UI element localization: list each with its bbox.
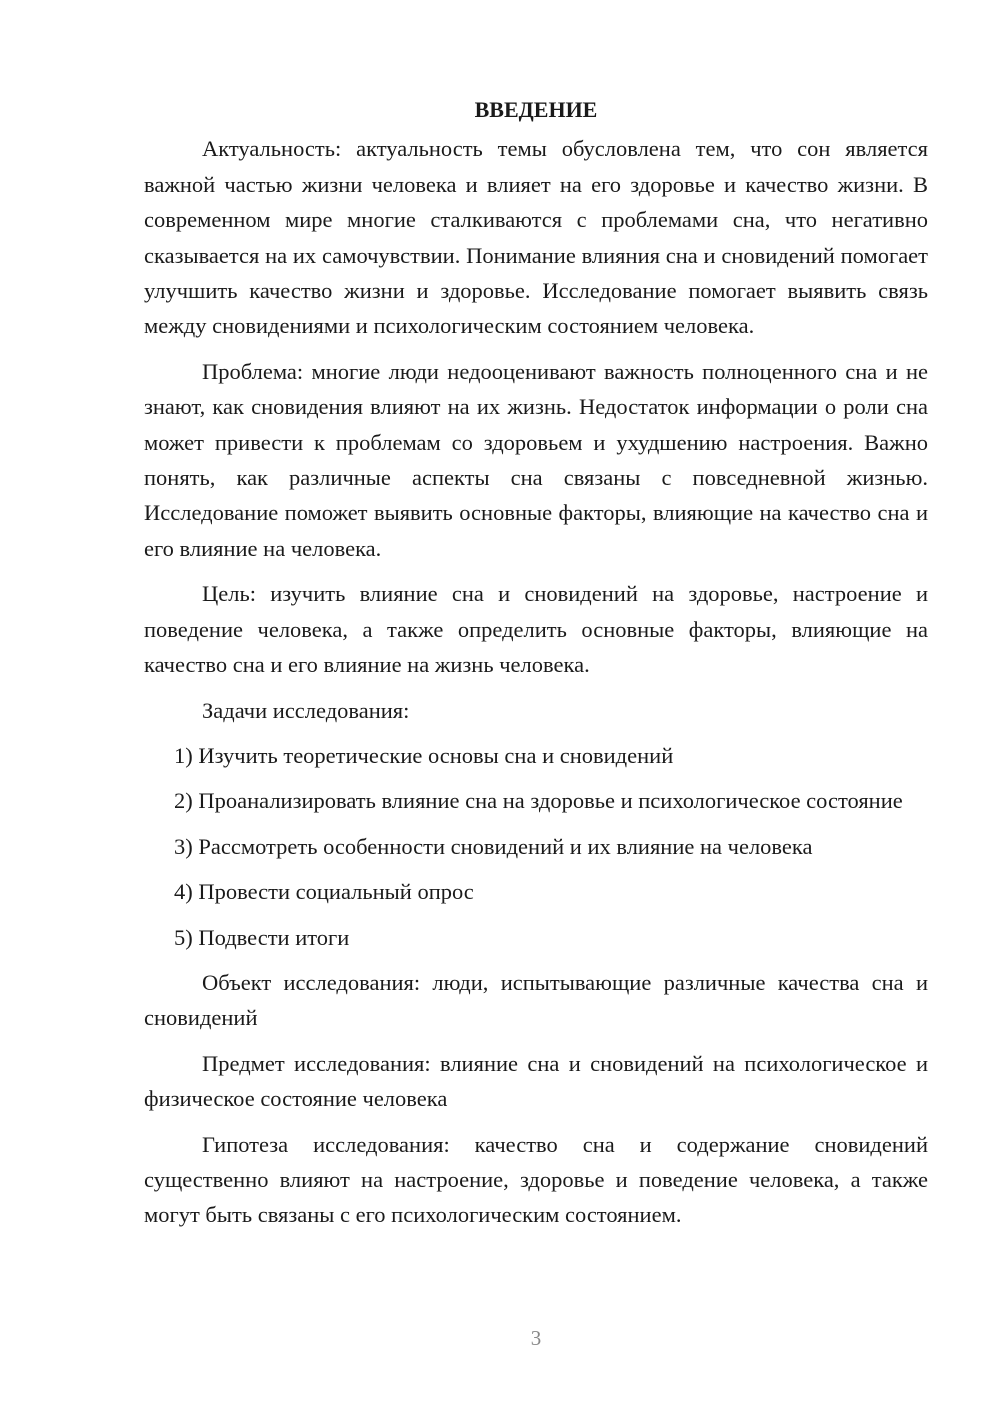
- task-item-3: 3) Рассмотреть особенности сновидений и их влияние на человека: [174, 833, 813, 859]
- page-number: 3: [530, 1326, 542, 1350]
- paragraph-goal: Цель: изучить влияние сна и сновидений на здоровье, настроение и поведение человека, а также определить основные факторы, влияющие на качество сна и его влияние на жизнь человека.: [144, 581, 928, 678]
- document-body: [144, 92, 928, 1243]
- paragraph-tasks-heading: Задачи исследования:: [202, 697, 410, 723]
- task-item-4: 4) Провести социальный опрос: [174, 879, 474, 905]
- paragraph-subject: Предмет исследования: влияние сна и сновидений на психологическое и физическое состояние человека: [144, 1050, 928, 1112]
- paragraph-object: Объект исследования: люди, испытывающие различные качества сна и сновидений: [144, 969, 928, 1031]
- task-item-2: 2) Проанализировать влияние сна на здоровье и психологическое состояние: [174, 788, 903, 814]
- paragraph-relevance: Актуальность: актуальность темы обусловлена тем, что сон является важной частью жизни человека и влияет на его здоровье и качество жизни. В современном мире многие сталкиваются с проблемами сна, что негативно сказывается на их самочувствии. Понимание влияния сна и сновидений помогает улучшить качество жизни и здоровье. Исследование помогает выявить связь между сновидениями и психологическим состоянием человека.: [144, 136, 928, 339]
- paragraph-hypothesis: Гипотеза исследования: качество сна и содержание сновидений существенно влияют на настроение, здоровье и поведение человека, а также могут быть связаны с его психологическим состоянием.: [144, 1131, 928, 1228]
- task-item-1: 1) Изучить теоретические основы сна и сновидений: [174, 742, 674, 768]
- task-item-5: 5) Подвести итоги: [174, 924, 350, 950]
- page-title: ВВЕДЕНИЕ: [474, 97, 598, 122]
- paragraph-problem: Проблема: многие люди недооценивают важность полноценного сна и не знают, как сновидения влияют на их жизнь. Недостаток информации о роли сна может привести к проблемам со здоровьем и ухудшению настроения. Важно понять, как различные аспекты сна связаны с повседневной жизнью. Исследование поможет выявить основные факторы, влияющие на качество сна и его влияние на человека.: [144, 358, 928, 561]
